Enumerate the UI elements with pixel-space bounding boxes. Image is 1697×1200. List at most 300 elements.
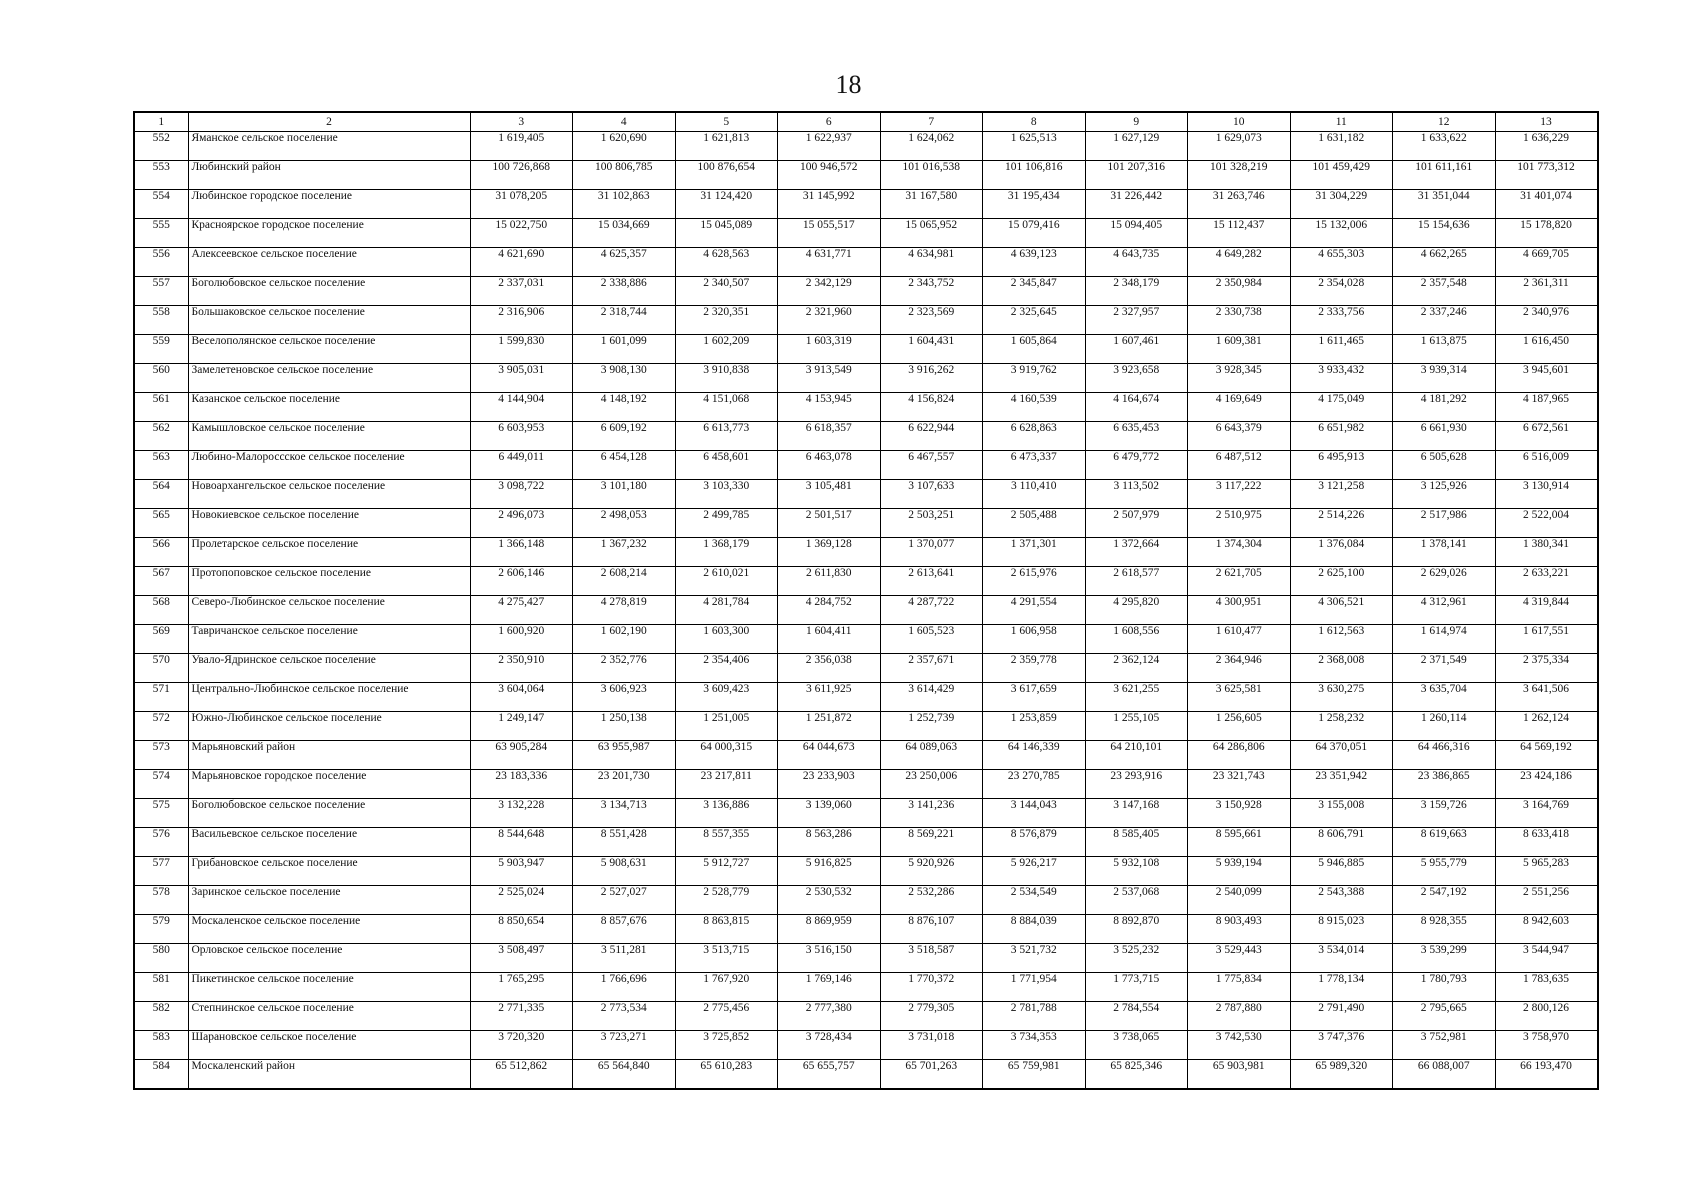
value-cell: 5 920,926 <box>880 857 983 886</box>
name-cell: Южно-Любинское сельское поселение <box>188 712 470 741</box>
value-cell: 23 351,942 <box>1290 770 1393 799</box>
value-cell: 1 378,141 <box>1393 538 1496 567</box>
value-cell: 2 615,976 <box>983 567 1086 596</box>
value-cell: 4 144,904 <box>470 393 573 422</box>
value-cell: 2 337,246 <box>1393 306 1496 335</box>
value-cell: 1 260,114 <box>1393 712 1496 741</box>
table-row <box>134 915 1598 944</box>
value-cell: 2 496,073 <box>470 509 573 538</box>
row-number-cell: 559 <box>134 335 188 364</box>
value-cell: 4 669,705 <box>1495 248 1598 277</box>
value-cell: 3 725,852 <box>675 1031 778 1060</box>
value-cell: 6 479,772 <box>1085 451 1188 480</box>
name-cell: Веселополянское сельское поселение <box>188 335 470 364</box>
row-number-cell: 565 <box>134 509 188 538</box>
value-cell: 23 250,006 <box>880 770 983 799</box>
value-cell: 8 606,791 <box>1290 828 1393 857</box>
value-cell: 3 910,838 <box>675 364 778 393</box>
value-cell: 6 463,078 <box>778 451 881 480</box>
value-cell: 8 569,221 <box>880 828 983 857</box>
value-cell: 15 094,405 <box>1085 219 1188 248</box>
value-cell: 8 563,286 <box>778 828 881 857</box>
value-cell: 101 611,161 <box>1393 161 1496 190</box>
value-cell: 1 780,793 <box>1393 973 1496 1002</box>
value-cell: 4 662,265 <box>1393 248 1496 277</box>
value-cell: 1 771,954 <box>983 973 1086 1002</box>
value-cell: 1 380,341 <box>1495 538 1598 567</box>
value-cell: 2 361,311 <box>1495 277 1598 306</box>
value-cell: 3 923,658 <box>1085 364 1188 393</box>
value-cell: 2 316,906 <box>470 306 573 335</box>
value-cell: 2 352,776 <box>573 654 676 683</box>
row-number-cell: 567 <box>134 567 188 596</box>
column-header-8: 8 <box>983 112 1086 132</box>
value-cell: 3 731,018 <box>880 1031 983 1060</box>
value-cell: 23 233,903 <box>778 770 881 799</box>
value-cell: 5 932,108 <box>1085 857 1188 886</box>
column-header-6: 6 <box>778 112 881 132</box>
value-cell: 3 611,925 <box>778 683 881 712</box>
value-cell: 15 112,437 <box>1188 219 1291 248</box>
value-cell: 2 625,100 <box>1290 567 1393 596</box>
value-cell: 3 913,549 <box>778 364 881 393</box>
row-number-cell: 564 <box>134 480 188 509</box>
table-row <box>134 277 1598 306</box>
value-cell: 2 359,778 <box>983 654 1086 683</box>
name-cell: Степнинское сельское поселение <box>188 1002 470 1031</box>
value-cell: 2 357,671 <box>880 654 983 683</box>
value-cell: 1 616,450 <box>1495 335 1598 364</box>
row-number-cell: 571 <box>134 683 188 712</box>
table-row <box>134 596 1598 625</box>
row-number-cell: 581 <box>134 973 188 1002</box>
value-cell: 2 499,785 <box>675 509 778 538</box>
column-header-7: 7 <box>880 112 983 132</box>
value-cell: 3 150,928 <box>1188 799 1291 828</box>
value-cell: 1 778,134 <box>1290 973 1393 1002</box>
name-cell: Протопоповское сельское поселение <box>188 567 470 596</box>
name-cell: Москаленский район <box>188 1060 470 1090</box>
value-cell: 3 159,726 <box>1393 799 1496 828</box>
name-cell: Пикетинское сельское поселение <box>188 973 470 1002</box>
value-cell: 6 672,561 <box>1495 422 1598 451</box>
value-cell: 2 342,129 <box>778 277 881 306</box>
value-cell: 31 401,074 <box>1495 190 1598 219</box>
value-cell: 2 368,008 <box>1290 654 1393 683</box>
name-cell: Москаленское сельское поселение <box>188 915 470 944</box>
value-cell: 6 643,379 <box>1188 422 1291 451</box>
value-cell: 6 473,337 <box>983 451 1086 480</box>
value-cell: 2 517,986 <box>1393 509 1496 538</box>
value-cell: 2 527,027 <box>573 886 676 915</box>
row-number-cell: 557 <box>134 277 188 306</box>
value-cell: 3 945,601 <box>1495 364 1598 393</box>
value-cell: 6 609,192 <box>573 422 676 451</box>
value-cell: 2 791,490 <box>1290 1002 1393 1031</box>
value-cell: 15 022,750 <box>470 219 573 248</box>
table-row <box>134 393 1598 422</box>
value-cell: 5 946,885 <box>1290 857 1393 886</box>
value-cell: 1 765,295 <box>470 973 573 1002</box>
value-cell: 1 621,813 <box>675 132 778 161</box>
data-table <box>133 111 1599 1090</box>
column-header-10: 10 <box>1188 112 1291 132</box>
value-cell: 8 551,428 <box>573 828 676 857</box>
value-cell: 3 125,926 <box>1393 480 1496 509</box>
value-cell: 1 366,148 <box>470 538 573 567</box>
value-cell: 8 576,879 <box>983 828 1086 857</box>
value-cell: 3 155,008 <box>1290 799 1393 828</box>
value-cell: 2 343,752 <box>880 277 983 306</box>
value-cell: 2 514,226 <box>1290 509 1393 538</box>
value-cell: 2 771,335 <box>470 1002 573 1031</box>
value-cell: 31 226,442 <box>1085 190 1188 219</box>
value-cell: 3 734,353 <box>983 1031 1086 1060</box>
table-body <box>134 132 1598 1090</box>
value-cell: 8 857,676 <box>573 915 676 944</box>
value-cell: 3 916,262 <box>880 364 983 393</box>
value-cell: 1 605,523 <box>880 625 983 654</box>
name-cell: Красноярское городское поселение <box>188 219 470 248</box>
value-cell: 2 800,126 <box>1495 1002 1598 1031</box>
value-cell: 2 534,549 <box>983 886 1086 915</box>
value-cell: 2 323,569 <box>880 306 983 335</box>
name-cell: Новокиевское сельское поселение <box>188 509 470 538</box>
value-cell: 31 145,992 <box>778 190 881 219</box>
value-cell: 1 603,300 <box>675 625 778 654</box>
table-row <box>134 480 1598 509</box>
name-cell: Любинский район <box>188 161 470 190</box>
row-number-cell: 582 <box>134 1002 188 1031</box>
table-row <box>134 973 1598 1002</box>
value-cell: 1 258,232 <box>1290 712 1393 741</box>
value-cell: 5 912,727 <box>675 857 778 886</box>
value-cell: 2 775,456 <box>675 1002 778 1031</box>
value-cell: 1 766,696 <box>573 973 676 1002</box>
value-cell: 2 507,979 <box>1085 509 1188 538</box>
value-cell: 6 622,944 <box>880 422 983 451</box>
value-cell: 3 621,255 <box>1085 683 1188 712</box>
value-cell: 8 557,355 <box>675 828 778 857</box>
value-cell: 2 779,305 <box>880 1002 983 1031</box>
value-cell: 65 564,840 <box>573 1060 676 1090</box>
value-cell: 2 501,517 <box>778 509 881 538</box>
value-cell: 3 113,502 <box>1085 480 1188 509</box>
row-number-cell: 578 <box>134 886 188 915</box>
value-cell: 3 525,232 <box>1085 944 1188 973</box>
name-cell: Грибановское сельское поселение <box>188 857 470 886</box>
value-cell: 1 602,190 <box>573 625 676 654</box>
value-cell: 1 609,381 <box>1188 335 1291 364</box>
value-cell: 2 613,641 <box>880 567 983 596</box>
value-cell: 2 345,847 <box>983 277 1086 306</box>
value-cell: 4 169,649 <box>1188 393 1291 422</box>
name-cell: Алексеевское сельское поселение <box>188 248 470 277</box>
table-row <box>134 567 1598 596</box>
name-cell: Шарановское сельское поселение <box>188 1031 470 1060</box>
value-cell: 4 148,192 <box>573 393 676 422</box>
value-cell: 1 370,077 <box>880 538 983 567</box>
value-cell: 2 773,534 <box>573 1002 676 1031</box>
value-cell: 2 777,380 <box>778 1002 881 1031</box>
value-cell: 3 635,704 <box>1393 683 1496 712</box>
value-cell: 3 529,443 <box>1188 944 1291 973</box>
value-cell: 3 720,320 <box>470 1031 573 1060</box>
value-cell: 3 544,947 <box>1495 944 1598 973</box>
value-cell: 101 016,538 <box>880 161 983 190</box>
value-cell: 1 783,635 <box>1495 973 1598 1002</box>
value-cell: 65 512,862 <box>470 1060 573 1090</box>
name-cell: Тавричанское сельское поселение <box>188 625 470 654</box>
value-cell: 4 643,735 <box>1085 248 1188 277</box>
value-cell: 64 044,673 <box>778 741 881 770</box>
value-cell: 2 340,976 <box>1495 306 1598 335</box>
table-row <box>134 190 1598 219</box>
value-cell: 23 270,785 <box>983 770 1086 799</box>
value-cell: 4 153,945 <box>778 393 881 422</box>
value-cell: 3 521,732 <box>983 944 1086 973</box>
value-cell: 4 655,303 <box>1290 248 1393 277</box>
value-cell: 2 340,507 <box>675 277 778 306</box>
value-cell: 2 350,984 <box>1188 277 1291 306</box>
value-cell: 64 370,051 <box>1290 741 1393 770</box>
value-cell: 31 078,205 <box>470 190 573 219</box>
table-row <box>134 683 1598 712</box>
value-cell: 2 551,256 <box>1495 886 1598 915</box>
value-cell: 2 510,975 <box>1188 509 1291 538</box>
value-cell: 65 759,981 <box>983 1060 1086 1090</box>
value-cell: 6 487,512 <box>1188 451 1291 480</box>
value-cell: 8 915,023 <box>1290 915 1393 944</box>
value-cell: 3 110,410 <box>983 480 1086 509</box>
value-cell: 101 207,316 <box>1085 161 1188 190</box>
value-cell: 3 098,722 <box>470 480 573 509</box>
value-cell: 8 863,815 <box>675 915 778 944</box>
value-cell: 2 325,645 <box>983 306 1086 335</box>
value-cell: 3 518,587 <box>880 944 983 973</box>
value-cell: 3 141,236 <box>880 799 983 828</box>
table-header <box>134 112 1598 132</box>
value-cell: 1 625,513 <box>983 132 1086 161</box>
value-cell: 2 525,024 <box>470 886 573 915</box>
name-cell: Центрально-Любинское сельское поселение <box>188 683 470 712</box>
value-cell: 3 614,429 <box>880 683 983 712</box>
value-cell: 2 608,214 <box>573 567 676 596</box>
value-cell: 2 618,577 <box>1085 567 1188 596</box>
value-cell: 8 544,648 <box>470 828 573 857</box>
name-cell: Пролетарское сельское поселение <box>188 538 470 567</box>
value-cell: 1 619,405 <box>470 132 573 161</box>
value-cell: 15 132,006 <box>1290 219 1393 248</box>
value-cell: 2 528,779 <box>675 886 778 915</box>
value-cell: 64 286,806 <box>1188 741 1291 770</box>
value-cell: 8 876,107 <box>880 915 983 944</box>
value-cell: 4 312,961 <box>1393 596 1496 625</box>
value-cell: 8 892,870 <box>1085 915 1188 944</box>
value-cell: 4 275,427 <box>470 596 573 625</box>
value-cell: 3 130,914 <box>1495 480 1598 509</box>
value-cell: 2 375,334 <box>1495 654 1598 683</box>
row-number-cell: 576 <box>134 828 188 857</box>
value-cell: 1 600,920 <box>470 625 573 654</box>
value-cell: 1 612,563 <box>1290 625 1393 654</box>
value-cell: 8 884,039 <box>983 915 1086 944</box>
value-cell: 5 926,217 <box>983 857 1086 886</box>
value-cell: 3 908,130 <box>573 364 676 393</box>
row-number-cell: 574 <box>134 770 188 799</box>
value-cell: 3 139,060 <box>778 799 881 828</box>
value-cell: 2 795,665 <box>1393 1002 1496 1031</box>
value-cell: 2 364,946 <box>1188 654 1291 683</box>
value-cell: 15 154,636 <box>1393 219 1496 248</box>
value-cell: 3 147,168 <box>1085 799 1188 828</box>
value-cell: 4 151,068 <box>675 393 778 422</box>
value-cell: 1 371,301 <box>983 538 1086 567</box>
value-cell: 3 136,886 <box>675 799 778 828</box>
value-cell: 4 649,282 <box>1188 248 1291 277</box>
value-cell: 2 356,038 <box>778 654 881 683</box>
value-cell: 2 781,788 <box>983 1002 1086 1031</box>
value-cell: 1 617,551 <box>1495 625 1598 654</box>
value-cell: 3 107,633 <box>880 480 983 509</box>
value-cell: 2 320,351 <box>675 306 778 335</box>
value-cell: 100 946,572 <box>778 161 881 190</box>
value-cell: 3 101,180 <box>573 480 676 509</box>
value-cell: 3 625,581 <box>1188 683 1291 712</box>
value-cell: 2 321,960 <box>778 306 881 335</box>
value-cell: 1 606,958 <box>983 625 1086 654</box>
value-cell: 3 928,345 <box>1188 364 1291 393</box>
row-number-cell: 579 <box>134 915 188 944</box>
value-cell: 2 532,286 <box>880 886 983 915</box>
value-cell: 4 175,049 <box>1290 393 1393 422</box>
value-cell: 101 328,219 <box>1188 161 1291 190</box>
value-cell: 3 144,043 <box>983 799 1086 828</box>
value-cell: 2 505,488 <box>983 509 1086 538</box>
value-cell: 1 603,319 <box>778 335 881 364</box>
value-cell: 15 045,089 <box>675 219 778 248</box>
value-cell: 1 369,128 <box>778 538 881 567</box>
table-row <box>134 132 1598 161</box>
value-cell: 4 160,539 <box>983 393 1086 422</box>
value-cell: 1 610,477 <box>1188 625 1291 654</box>
value-cell: 2 503,251 <box>880 509 983 538</box>
row-number-cell: 552 <box>134 132 188 161</box>
name-cell: Большаковское сельское поселение <box>188 306 470 335</box>
value-cell: 3 604,064 <box>470 683 573 712</box>
value-cell: 3 539,299 <box>1393 944 1496 973</box>
value-cell: 6 467,557 <box>880 451 983 480</box>
row-number-cell: 569 <box>134 625 188 654</box>
table-row <box>134 886 1598 915</box>
value-cell: 2 787,880 <box>1188 1002 1291 1031</box>
row-number-cell: 580 <box>134 944 188 973</box>
value-cell: 3 919,762 <box>983 364 1086 393</box>
row-number-cell: 572 <box>134 712 188 741</box>
value-cell: 1 614,974 <box>1393 625 1496 654</box>
column-header-5: 5 <box>675 112 778 132</box>
value-cell: 4 287,722 <box>880 596 983 625</box>
value-cell: 1 608,556 <box>1085 625 1188 654</box>
name-cell: Любинское городское поселение <box>188 190 470 219</box>
table-row <box>134 625 1598 654</box>
name-cell: Яманское сельское поселение <box>188 132 470 161</box>
value-cell: 15 034,669 <box>573 219 676 248</box>
value-cell: 1 599,830 <box>470 335 573 364</box>
value-cell: 63 955,987 <box>573 741 676 770</box>
value-cell: 2 350,910 <box>470 654 573 683</box>
value-cell: 1 629,073 <box>1188 132 1291 161</box>
value-cell: 2 371,549 <box>1393 654 1496 683</box>
row-number-cell: 583 <box>134 1031 188 1060</box>
value-cell: 2 330,738 <box>1188 306 1291 335</box>
value-cell: 1 251,005 <box>675 712 778 741</box>
value-cell: 15 055,517 <box>778 219 881 248</box>
name-cell: Любино-Малороссское сельское поселение <box>188 451 470 480</box>
value-cell: 2 530,532 <box>778 886 881 915</box>
value-cell: 65 701,263 <box>880 1060 983 1090</box>
value-cell: 2 540,099 <box>1188 886 1291 915</box>
value-cell: 3 132,228 <box>470 799 573 828</box>
value-cell: 3 742,530 <box>1188 1031 1291 1060</box>
value-cell: 3 103,330 <box>675 480 778 509</box>
table-row <box>134 422 1598 451</box>
value-cell: 4 156,824 <box>880 393 983 422</box>
value-cell: 6 661,930 <box>1393 422 1496 451</box>
column-header-4: 4 <box>573 112 676 132</box>
value-cell: 64 210,101 <box>1085 741 1188 770</box>
value-cell: 3 534,014 <box>1290 944 1393 973</box>
value-cell: 4 631,771 <box>778 248 881 277</box>
value-cell: 8 869,959 <box>778 915 881 944</box>
value-cell: 64 146,339 <box>983 741 1086 770</box>
name-cell: Увало-Ядринское сельское поселение <box>188 654 470 683</box>
value-cell: 6 454,128 <box>573 451 676 480</box>
value-cell: 2 611,830 <box>778 567 881 596</box>
name-cell: Казанское сельское поселение <box>188 393 470 422</box>
value-cell: 6 458,601 <box>675 451 778 480</box>
value-cell: 1 605,864 <box>983 335 1086 364</box>
value-cell: 3 723,271 <box>573 1031 676 1060</box>
value-cell: 6 449,011 <box>470 451 573 480</box>
value-cell: 6 603,953 <box>470 422 573 451</box>
row-number-cell: 555 <box>134 219 188 248</box>
column-header-12: 12 <box>1393 112 1496 132</box>
table-row <box>134 306 1598 335</box>
row-number-cell: 577 <box>134 857 188 886</box>
value-cell: 2 333,756 <box>1290 306 1393 335</box>
table-row <box>134 509 1598 538</box>
value-cell: 2 362,124 <box>1085 654 1188 683</box>
column-header-3: 3 <box>470 112 573 132</box>
value-cell: 1 255,105 <box>1085 712 1188 741</box>
value-cell: 3 609,423 <box>675 683 778 712</box>
value-cell: 1 252,739 <box>880 712 983 741</box>
value-cell: 6 635,453 <box>1085 422 1188 451</box>
value-cell: 2 327,957 <box>1085 306 1188 335</box>
table-row <box>134 248 1598 277</box>
name-cell: Заринское сельское поселение <box>188 886 470 915</box>
value-cell: 4 295,820 <box>1085 596 1188 625</box>
value-cell: 4 164,674 <box>1085 393 1188 422</box>
value-cell: 4 625,357 <box>573 248 676 277</box>
value-cell: 65 989,320 <box>1290 1060 1393 1090</box>
value-cell: 2 621,705 <box>1188 567 1291 596</box>
value-cell: 3 939,314 <box>1393 364 1496 393</box>
row-number-cell: 568 <box>134 596 188 625</box>
value-cell: 4 300,951 <box>1188 596 1291 625</box>
value-cell: 1 607,461 <box>1085 335 1188 364</box>
